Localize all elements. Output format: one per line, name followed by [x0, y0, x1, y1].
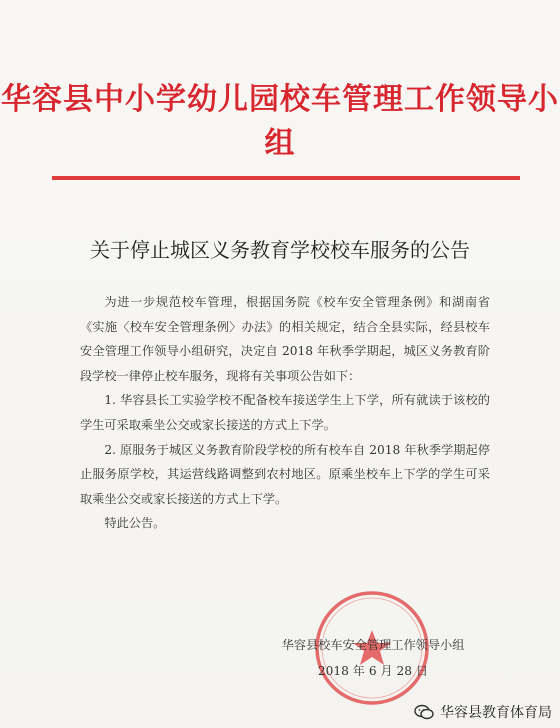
- notice-body: [80, 290, 490, 536]
- source-watermark: [414, 702, 552, 722]
- body-paragraph-item-1: 1. 华容县长工实验学校不配备校车接送学生上下学，所有就读于该校的学生可采取乘坐公交或家长接送的方式上下学。: [80, 393, 490, 432]
- signature-date: 2018 年 6 月 28 日: [317, 664, 429, 678]
- body-paragraph-item-2: 2. 原服务于城区义务教育阶段学校的所有校车自 2018 年秋季学期起停止服务原学校，其运营线路调整到农村地区。原乘坐校车上下学的学生可采取乘坐公交或家长接送的方式上下学。: [80, 442, 490, 506]
- notice-title: 关于停止城区义务教育学校校车服务的公告: [90, 238, 470, 262]
- watermark-text: 华容县教育体育局: [440, 705, 552, 721]
- body-paragraph-closing: 特此公告。: [104, 516, 166, 531]
- signature-block: [258, 632, 488, 684]
- wechat-icon: [414, 704, 434, 720]
- red-divider-line: [52, 176, 520, 180]
- document-header-title: 华容县中小学幼儿园校车管理工作领导小组: [1, 82, 559, 161]
- body-paragraph-intro: 为进一步规范校车管理，根据国务院《校车安全管理条例》和湖南省《实施〈校车安全管理条例〉办法》的相关规定，结合全县实际，经县校车安全管理工作领导小组研究，决定自 2018 年秋季学期起，城区义务教育阶段学校一律停止校车服务，现将有关事项公告如下：: [80, 295, 490, 383]
- signature-organization: 华容县校车安全管理工作领导小组: [281, 638, 465, 652]
